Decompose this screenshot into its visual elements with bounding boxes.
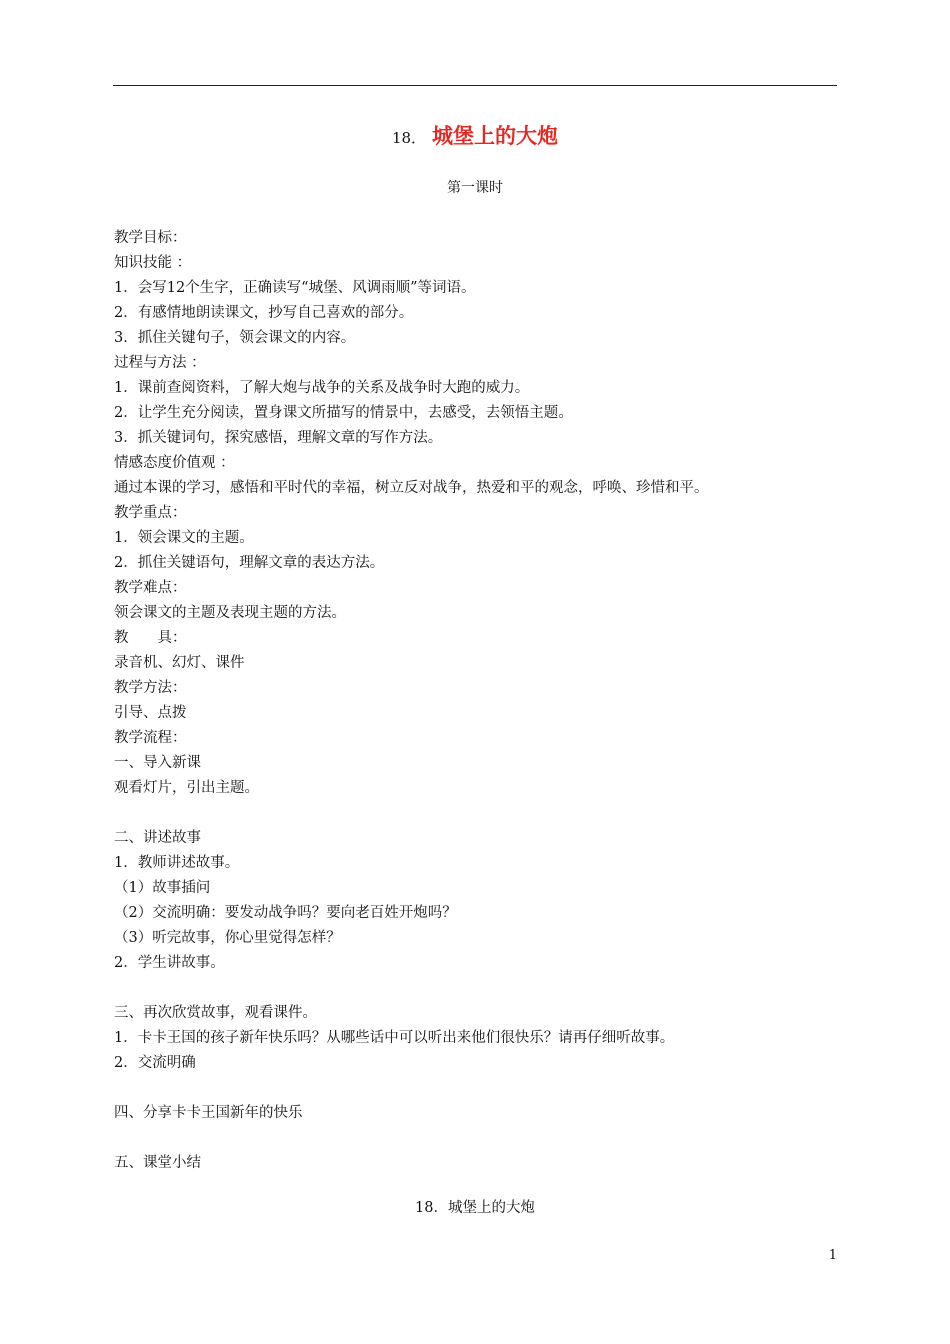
lesson-plan-body [114,226,834,1176]
text-line: 3．抓关键词句，探究感悟，理解文章的写作方法。 [114,430,443,446]
text-line: （3）听完故事，你心里觉得怎样？ [114,930,341,946]
text-line: 二、讲述故事 [114,830,201,846]
text-line: 录音机、幻灯、课件 [114,655,245,671]
text-line: 过程与方法 ： [114,355,206,371]
blank-line [114,801,834,826]
text-line: 2．让学生充分阅读，置身课文所描写的情景中，去感受，去领悟主题。 [114,405,573,421]
text-line: 知识技能 ： [114,255,192,271]
text-line: 2．抓住关键语句，理解文章的表达方法。 [114,555,385,571]
page-number: 1 [828,1248,837,1263]
lesson-number: 18． [391,129,427,147]
text-line: 教学难点： [114,580,187,596]
lesson-period: 第一课时 [447,180,503,196]
text-line: 通过本课的学习，感悟和平时代的幸福，树立反对战争，热爱和平的观念，呼唤、珍惜和平。 [114,480,709,496]
text-line: 1．教师讲述故事。 [114,855,240,871]
text-line: 引导、点拨 [114,705,187,721]
blank-line [114,1076,834,1101]
text-line: 情感态度价值观 ： [114,455,235,471]
text-line: 1．会写12个生字，正确读写“城堡、风调雨顺”等词语。 [114,280,476,296]
text-line: 教学方法： [114,680,187,696]
footer-lesson-title: 18．城堡上的大炮 [415,1200,535,1216]
text-line: 1．卡卡王国的孩子新年快乐吗？从哪些话中可以听出来他们很快乐？请再仔细听故事。 [114,1030,675,1046]
header-rule [113,85,837,86]
text-line: 教学流程： [114,730,187,746]
text-line: 五、课堂小结 [114,1155,201,1171]
text-line: 领会课文的主题及表现主题的方法。 [114,605,346,621]
blank-line [114,976,834,1001]
text-line: （2）交流明确：要发动战争吗？要向老百姓开炮吗？ [114,905,457,921]
text-line: 2．有感情地朗读课文，抄写自己喜欢的部分。 [114,305,414,321]
text-line: 一、导入新课 [114,755,201,771]
blank-line [114,1126,834,1151]
lesson-title [0,120,950,150]
text-line: 2．学生讲故事。 [114,955,225,971]
lesson-title-text: 城堡上的大炮 [432,123,559,148]
text-line: 教学重点： [114,505,187,521]
text-line: 2．交流明确 [114,1055,196,1071]
text-line: 1．课前查阅资料，了解大炮与战争的关系及战争时大跑的威力。 [114,380,530,396]
text-line: 3．抓住关键句子，领会课文的内容。 [114,330,356,346]
text-line: 观看灯片，引出主题。 [114,780,259,796]
text-line: 四、分享卡卡王国新年的快乐 [114,1105,303,1121]
text-line: （1）故事插问 [114,880,211,896]
text-line: 教学目标： [114,230,187,246]
text-line: 教 具： [114,630,187,646]
text-line: 1．领会课文的主题。 [114,530,254,546]
text-line: 三、再次欣赏故事，观看课件。 [114,1005,317,1021]
